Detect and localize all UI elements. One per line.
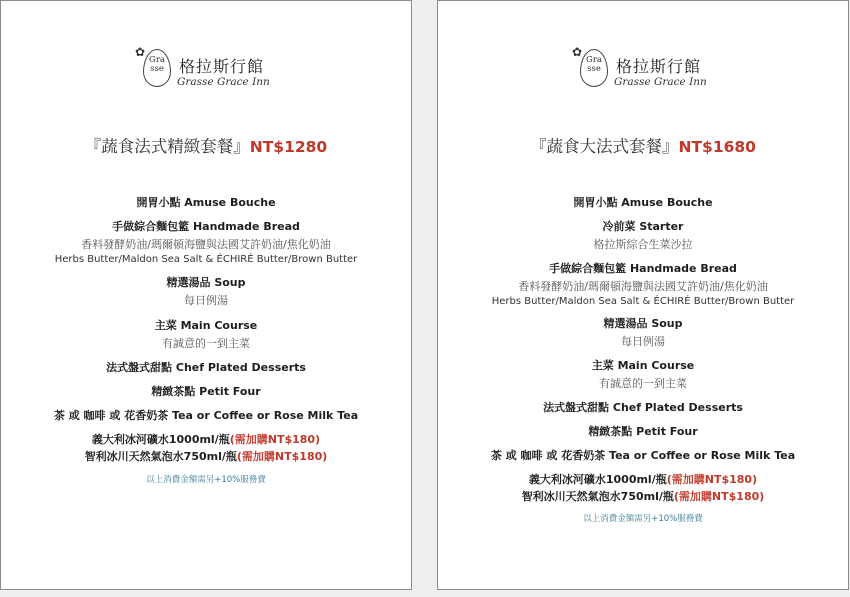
- flower-icon: ✿: [572, 45, 583, 59]
- menu-price: NT$1280: [249, 138, 328, 156]
- bread-desc-cn: 香料發酵奶油/瑪爾頓海鹽與法國艾許奶油/焦化奶油: [518, 280, 768, 293]
- water-sparkling-name: 智利冰川天然氣泡水750ml/瓶: [521, 490, 674, 503]
- course-bread: 手做綜合麵包籃 Handmade Bread: [112, 220, 300, 233]
- course-main: 主菜 Main Course: [591, 359, 695, 372]
- brand-name-en: Grasse Grace Inn: [614, 76, 707, 88]
- course-drink: 茶 或 咖啡 或 花香奶茶 Tea or Coffee or Rose Milk Tea: [53, 409, 359, 422]
- flower-icon: ✿: [135, 45, 146, 59]
- soup-desc: 每日例湯: [184, 294, 228, 307]
- water-sparkling: [438, 488, 848, 504]
- brand-logo: [438, 46, 848, 96]
- menu-price: NT$1680: [678, 138, 756, 156]
- course-amuse: 開胃小點 Amuse Bouche: [136, 196, 276, 209]
- course-dessert: 法式盤式甜點 Chef Plated Desserts: [543, 401, 743, 414]
- menu-title-text: 『蔬食大法式套餐』: [530, 137, 679, 156]
- course-drink: 茶 或 咖啡 或 花香奶茶 Tea or Coffee or Rose Milk Tea: [490, 449, 796, 462]
- logo-emblem: Gra sse: [580, 49, 608, 87]
- water-sparkling-name: 智利冰川天然氣泡水750ml/瓶: [84, 450, 237, 463]
- water-still-price: (需加購NT$180): [666, 473, 758, 486]
- menu-title: [1, 133, 411, 157]
- main-desc: 有誠意的一到主菜: [162, 337, 250, 350]
- water-sparkling: [1, 448, 411, 464]
- course-petit-four: 精緻茶點 Petit Four: [151, 385, 261, 398]
- water-sparkling-price: (需加購NT$180): [673, 490, 765, 503]
- menu-page-left: [0, 0, 412, 590]
- menu-items: [438, 194, 848, 524]
- water-sparkling-price: (需加購NT$180): [236, 450, 328, 463]
- water-still-name: 義大利冰河礦水1000ml/瓶: [528, 473, 667, 486]
- service-charge-note: 以上消費金額需另+10%服務費: [146, 475, 266, 485]
- water-still-name: 義大利冰河礦水1000ml/瓶: [91, 433, 230, 446]
- brand-logo: [1, 46, 411, 96]
- course-starter: 冷前菜 Starter: [602, 220, 684, 233]
- course-amuse: 開胃小點 Amuse Bouche: [573, 196, 713, 209]
- starter-desc: 格拉斯綜合生菜沙拉: [593, 238, 693, 251]
- brand-name-cn: 格拉斯行館: [616, 57, 702, 76]
- menu-title: [438, 133, 848, 157]
- course-dessert: 法式盤式甜點 Chef Plated Desserts: [106, 361, 306, 374]
- menu-page-right: [437, 0, 849, 590]
- course-main: 主菜 Main Course: [154, 319, 258, 332]
- soup-desc: 每日例湯: [621, 335, 665, 348]
- course-soup: 精選湯品 Soup: [603, 317, 683, 330]
- brand-name-cn: 格拉斯行館: [179, 57, 265, 76]
- bread-desc-cn: 香料發酵奶油/瑪爾頓海鹽與法國艾許奶油/焦化奶油: [81, 238, 331, 251]
- water-still: [438, 471, 848, 487]
- logo-emblem: Gra sse: [143, 49, 171, 87]
- main-desc: 有誠意的一到主菜: [599, 377, 687, 390]
- course-soup: 精選湯品 Soup: [166, 276, 246, 289]
- menu-title-text: 『蔬食法式精緻套餐』: [84, 137, 250, 156]
- bread-desc-en: Herbs Butter/Maldon Sea Salt & ÉCHIRÉ Butter/Brown Butter: [491, 296, 795, 307]
- brand-name-en: Grasse Grace Inn: [177, 76, 270, 88]
- bread-desc-en: Herbs Butter/Maldon Sea Salt & ÉCHIRÉ Butter/Brown Butter: [54, 254, 358, 265]
- course-petit-four: 精緻茶點 Petit Four: [588, 425, 698, 438]
- water-still-price: (需加購NT$180): [229, 433, 321, 446]
- course-bread: 手做綜合麵包籃 Handmade Bread: [549, 262, 737, 275]
- menu-items: [1, 194, 411, 485]
- water-still: [1, 431, 411, 447]
- service-charge-note: 以上消費金額需另+10%服務費: [583, 514, 703, 524]
